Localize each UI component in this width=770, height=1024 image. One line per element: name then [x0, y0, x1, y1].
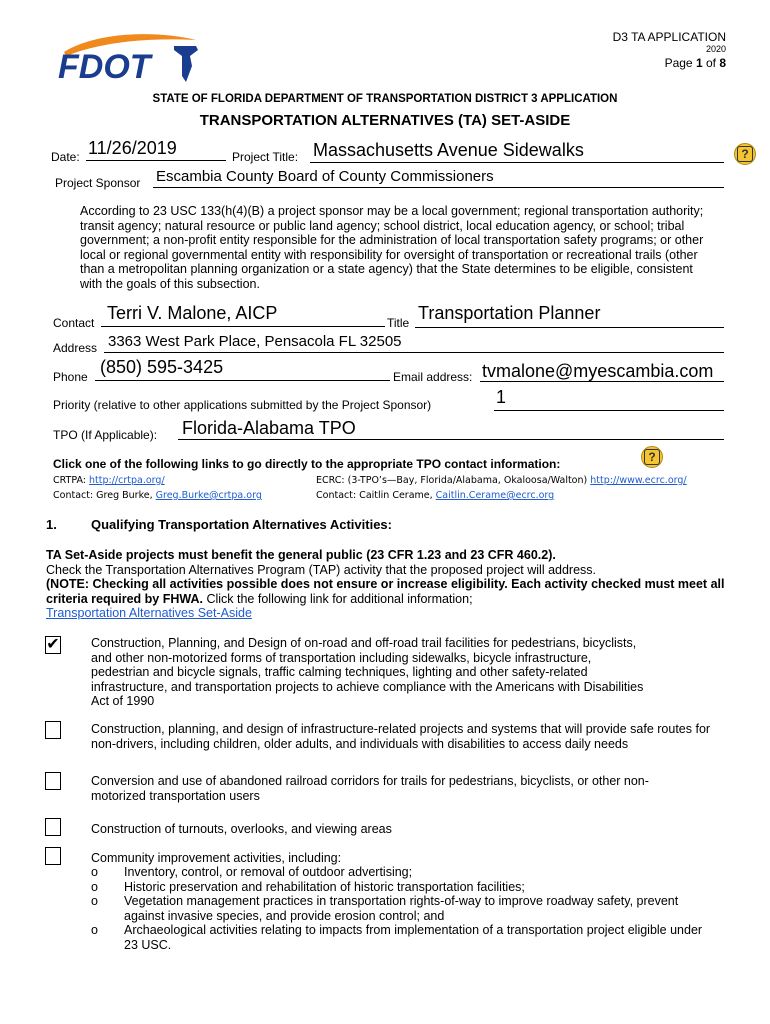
priority-underline — [494, 410, 724, 411]
sponsor-underline — [153, 187, 724, 188]
logo-text: FDOT — [58, 48, 151, 86]
list-item — [89, 880, 709, 895]
section-heading: Qualifying Transportation Alternatives Activities: — [91, 517, 392, 532]
help-icon[interactable]: ? — [641, 446, 663, 468]
agency-line: STATE OF FLORIDA DEPARTMENT OF TRANSPORTATION DISTRICT 3 APPLICATION — [152, 93, 618, 105]
email-label: Email address: — [393, 370, 473, 384]
note-tail: Click the following link for additional information; — [202, 591, 473, 606]
sponsor-field[interactable]: Escambia County Board of County Commissioners — [156, 168, 494, 185]
check-instruction: Check the Transportation Alternatives Program (TAP) activity that the proposed project will address. — [46, 562, 597, 577]
help-icon[interactable]: ? — [734, 143, 756, 165]
list-item-text: Inventory, control, or removal of outdoor advertising; — [124, 865, 413, 879]
address-field[interactable]: 3363 West Park Place, Pensacola FL 32505 — [108, 333, 402, 350]
list-item — [89, 923, 709, 952]
note-bold: (NOTE: Checking all activities possible does not ensure or increase eligibility. Each activity checked must meet all criteria required by FHWA. — [46, 577, 725, 606]
date-label: Date: — [51, 150, 80, 164]
activity-checkbox[interactable] — [45, 721, 61, 739]
page-indicator — [665, 56, 726, 70]
title-label: Title — [387, 316, 410, 330]
bullet: o — [91, 879, 98, 894]
year: 2020 — [705, 44, 726, 54]
priority-label: Priority (relative to other applications submitted by the Project Sponsor) — [53, 398, 432, 412]
activity-checkbox[interactable] — [45, 847, 61, 865]
address-underline — [104, 352, 724, 353]
crtpa-email-link[interactable]: Greg.Burke@crtpa.org — [155, 490, 262, 501]
sponsor-label: Project Sponsor — [55, 176, 141, 190]
list-item-text: Historic preservation and rehabilitation of historic transportation facilities; — [124, 879, 525, 894]
priority-field[interactable]: 1 — [496, 387, 507, 407]
crtpa-contact-label: Contact: Greg Burke, — [53, 490, 156, 501]
tpo-label: TPO (If Applicable): — [53, 428, 158, 442]
sub-list — [89, 865, 709, 952]
page-of: of — [702, 56, 720, 70]
phone-field[interactable]: (850) 595-3425 — [100, 357, 224, 377]
list-item-text: Vegetation management practices in transportation rights-of-way to improve roadway safety, prevent against invasive species, and provide erosion control; and — [124, 894, 679, 923]
page-title: TRANSPORTATION ALTERNATIVES (TA) SET-ASIDE — [199, 112, 571, 129]
fdot-logo — [56, 26, 208, 88]
app-title: D3 TA APPLICATION — [612, 30, 726, 44]
activity-text: Construction, Planning, and Design of on-road and off-road trail facilities for pedestrians, bicyclists, and other non-motorized forms of transportation including sidewalks, bicycle infrastructure, pedestrian and bicycle signals, traffic calming techniques, lighting and other safety-related infrastructure, and transportation projects to achieve compliance with the Americans with Disabilities Act of 1990 — [91, 636, 644, 708]
project-title-field[interactable]: Massachusetts Avenue Sidewalks — [313, 140, 584, 160]
activity-text: Construction of turnouts, overlooks, and viewing areas — [91, 822, 392, 836]
page-total: 8 — [719, 56, 726, 70]
crtpa-line — [53, 475, 165, 486]
ecrc-link[interactable]: http://www.ecrc.org/ — [590, 475, 687, 486]
ecrc-line — [316, 475, 687, 486]
section-number: 1. — [46, 517, 57, 532]
tpo-field[interactable]: Florida-Alabama TPO — [182, 418, 356, 438]
activity-text: Conversion and use of abandoned railroad corridors for trails for pedestrians, bicyclists, or other non-motorized transportation users — [91, 774, 649, 803]
ecrc-label: ECRC: (3-TPO’s—Bay, Florida/Alabama, Okaloosa/Walton) — [316, 475, 591, 486]
tpo-links-heading: Click one of the following links to go directly to the appropriate TPO contact information: — [53, 457, 561, 471]
logo — [56, 26, 208, 88]
activity-checkbox[interactable]: ✔ — [46, 636, 60, 653]
project-title-label: Project Title: — [232, 150, 299, 164]
bullet: o — [91, 894, 98, 908]
note-block — [46, 577, 726, 606]
project-title-underline — [310, 162, 724, 163]
ta-setaside-link[interactable]: Transportation Alternatives Set-Aside — [46, 606, 252, 620]
contact-underline — [101, 326, 385, 327]
crtpa-link[interactable]: http://crtpa.org/ — [89, 475, 165, 486]
ecrc-email-link[interactable]: Caitlin.Cerame@ecrc.org — [435, 490, 555, 501]
date-field[interactable]: 11/26/2019 — [88, 138, 177, 158]
page-prefix: Page — [664, 56, 696, 70]
date-underline — [86, 160, 226, 161]
list-item — [89, 865, 709, 880]
crtpa-contact — [53, 490, 262, 501]
list-item — [89, 894, 709, 923]
contact-field[interactable]: Terri V. Malone, AICP — [107, 303, 278, 323]
activity-checkbox[interactable] — [45, 772, 61, 790]
crtpa-label: CRTPA: — [53, 475, 90, 486]
bullet: o — [91, 865, 98, 879]
activity-checkbox[interactable] — [45, 818, 61, 836]
title-underline — [415, 327, 724, 328]
page-number: 1 — [695, 56, 703, 70]
ecrc-contact-label: Contact: Caitlin Cerame, — [316, 490, 436, 501]
phone-label: Phone — [53, 370, 88, 384]
list-item-text: Archaeological activities relating to impacts from implementation of a transportation project eligible under 23 USC. — [124, 923, 703, 952]
title-field[interactable]: Transportation Planner — [418, 303, 601, 323]
phone-underline — [95, 380, 390, 381]
ecrc-contact — [316, 490, 554, 501]
activity-text: Community improvement activities, including: — [91, 851, 342, 865]
benefit-line: TA Set-Aside projects must benefit the general public (23 CFR 1.23 and 23 CFR 460.2). — [46, 548, 556, 562]
email-field[interactable]: tvmalone@myescambia.com — [482, 361, 714, 381]
section-intro — [46, 548, 726, 621]
tpo-underline — [178, 439, 724, 440]
contact-label: Contact — [53, 316, 95, 330]
eligibility-paragraph: According to 23 USC 133(h(4)(B) a project sponsor may be a local government; regional transportation authority; transit agency; natural resource or public land agency; school district, local education agency, or school; tribal government; a non-profit entity responsible for the administration of local transportation safety programs; or other local or regional governmental entity with responsibility for oversight of transportation or recreational trails (other than a metropolitan planning organization or a state agency) that the State determines to be eligible, consistent with the goals of this subsection. — [80, 204, 704, 291]
email-underline — [480, 381, 724, 382]
address-label: Address — [53, 341, 98, 355]
bullet: o — [91, 923, 98, 937]
activity-text: Construction, planning, and design of infrastructure-related projects and systems that will provide safe routes for non-drivers, including children, older adults, and individuals with disabilities to access daily needs — [91, 722, 711, 751]
